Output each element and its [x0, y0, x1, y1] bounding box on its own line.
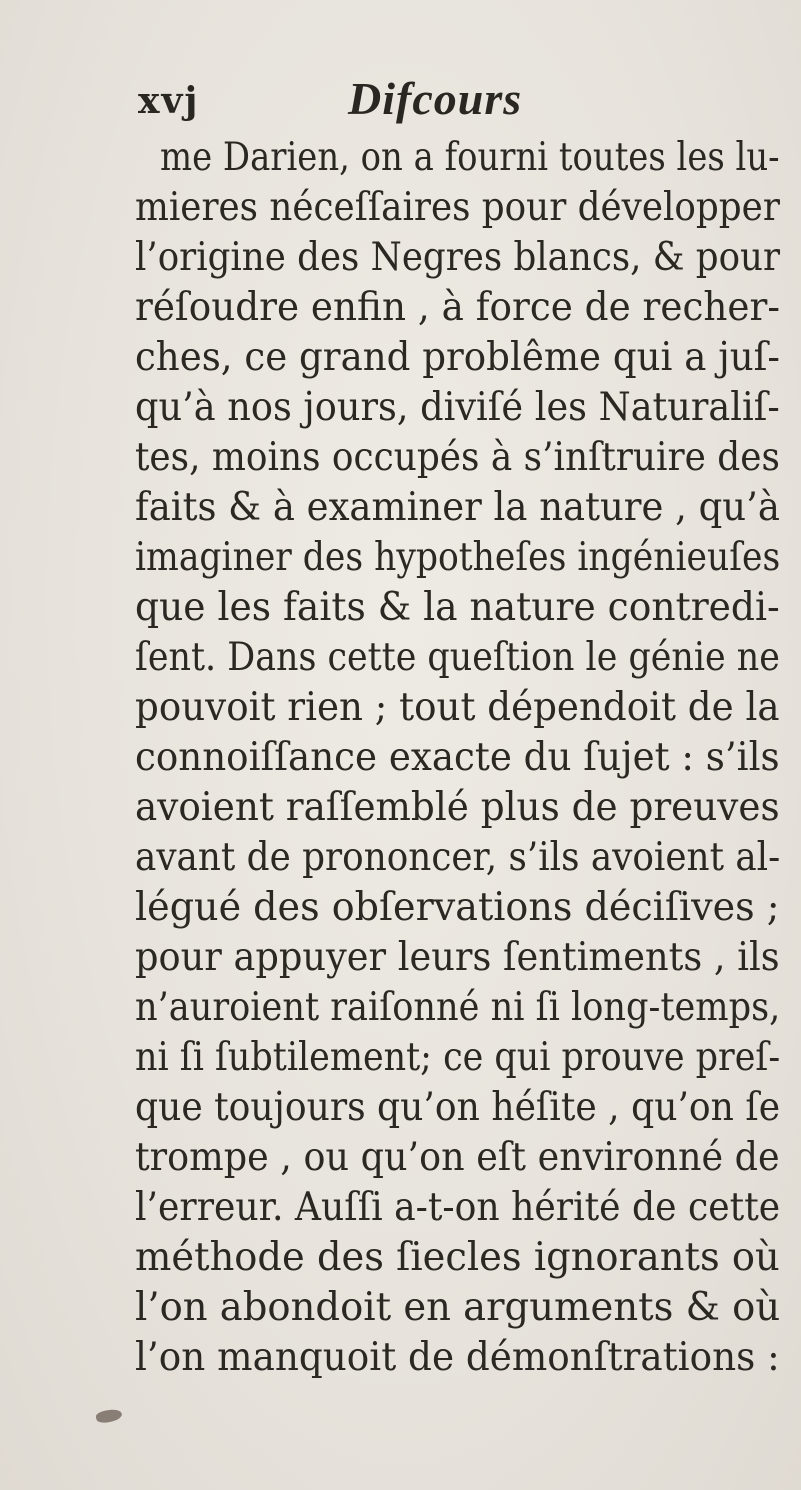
text-line: que toujours qu’on héſite , qu’on ſe — [135, 1085, 781, 1130]
page-number: xvj — [138, 80, 200, 122]
text-line: réſoudre enfin , à force de recher- — [135, 285, 780, 330]
text-line: ches, ce grand problême qui a juſ- — [135, 335, 780, 380]
text-line: ni ſi ſubtilement; ce qui prouve preſ- — [135, 1035, 781, 1080]
text-line: l’on manquoit de démonſtrations : — [135, 1335, 780, 1380]
text-line: connoiſſance exacte du ſujet : s’ils — [135, 735, 780, 780]
text-line: faits & à examiner la nature , qu’à — [135, 485, 780, 530]
text-line: pouvoit rien ; tout dépendoit de la — [135, 685, 780, 730]
text-line: l’on abondoit en arguments & où — [135, 1285, 781, 1330]
text-line: imaginer des hypotheſes ingénieuſes — [135, 535, 781, 580]
ink-smudge — [95, 1407, 123, 1424]
text-line: tes, moins occupés à s’inſtruire des — [135, 435, 780, 480]
text-line: l’origine des Negres blancs, & pour — [135, 235, 781, 280]
text-line: ſent. Dans cette queſtion le génie ne — [135, 635, 780, 680]
text-line: légué des obſervations déciſives ; — [135, 885, 780, 930]
text-line: que les faits & la nature contredi- — [135, 585, 780, 630]
text-line: avoient raſſemblé plus de preuves — [135, 785, 780, 830]
running-title: Difcours — [348, 73, 523, 124]
page-header — [138, 72, 698, 132]
text-line: mieres néceſſaires pour développer — [135, 185, 780, 230]
text-line: pour appuyer leurs ſentiments , ils — [135, 935, 780, 980]
text-line: n’auroient raiſonné ni ſi long-temps, — [135, 985, 781, 1030]
text-line: méthode des ſiecles ignorants où — [135, 1235, 780, 1280]
text-line: qu’à nos jours, diviſé les Naturaliſ- — [135, 385, 780, 430]
text-line: trompe , ou qu’on eſt environné de — [135, 1135, 780, 1180]
text-line: l’erreur. Auſſi a-t-on hérité de cette — [135, 1185, 781, 1230]
text-line: avant de prononcer, s’ils avoient al- — [135, 835, 781, 880]
text-line: me Darien, on a fourni toutes les lu- — [160, 135, 780, 180]
